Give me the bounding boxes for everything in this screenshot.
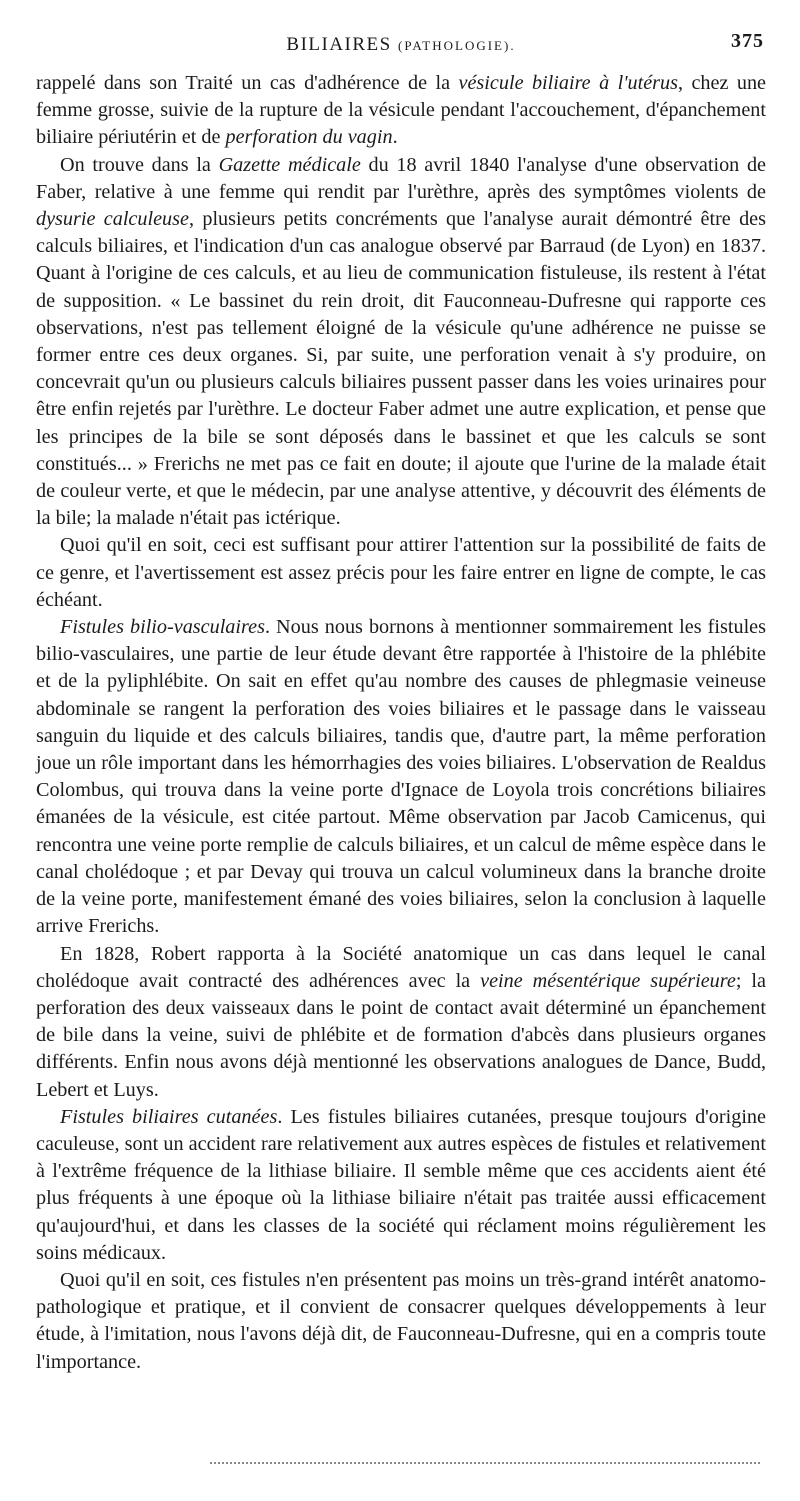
text-segment: . Nous nous bornons à mentionner sommairement les fistules bilio-vasculaires, une partie de leur étude devant être rapportée à l'histoire de la phlébite et de la pyliphlébite. On sait en effet qu'au nombre des causes de phlegmasie veineuse abdominale se rangent la perforation des voies biliaires et le passage dans le vaisseau sanguin du liquide et des calculs biliaires, tandis que, d'autre part, la même perforation joue un rôle important dans les hémorrhagies des voies biliaires. L'observation de Realdus Colombus, qui trouva dans la veine porte d'Ignace de Loyola trois concrétions biliaires émanées de la vésicule, est citée partout. Même observation par Jacob Camicenus, qui rencontra une veine porte remplie de calculs biliaires, et un calcul de même espèce dans le canal cholédoque ; et par Devay qui trouva un calcul volumineux dans la branche droite de la veine porte, manifestement émané des voies biliaires, selon la conclusion à laquelle arrive Frerichs. xyxy=(36,616,766,938)
text-segment: rappelé dans son Traité un cas d'adhérence de la xyxy=(36,72,459,94)
paragraph-p2 xyxy=(36,152,766,533)
italic-segment: dysurie calculeuse xyxy=(36,208,189,231)
running-head xyxy=(36,28,766,70)
text-segment: On trouve dans la xyxy=(60,153,219,176)
italic-segment: veine mésentérique supérieure xyxy=(480,969,736,992)
text-segment: Quoi qu'il en soit, ceci est suffisant pour attirer l'attention sur la possibilité de faits de ce genre, et l'avertissement est assez précis pour les faire entrer en ligne de compte, le cas échéant. xyxy=(36,534,766,611)
text-segment: . xyxy=(392,126,398,149)
text-segment: ; la perforation des deux vaisseaux dans le point de contact avait déterminé un épanchement de bile dans la veine, suivi de phlébite et de formation d'abcès dans plusieurs organes différents. Enfin nous avons déjà mentionné les observations analogues de Dance, Budd, Lebert et Luys. xyxy=(36,969,766,1101)
paragraph-p1 xyxy=(36,70,766,152)
paragraph-p5 xyxy=(36,941,766,1104)
text-segment: . Les fistules biliaires cutanées, presque toujours d'origine caculeuse, sont un accident rare relativement aux autres espèces de fistules et relativement à l'extrême fréquence de la lithiase biliaire. Il semble même que ces accidents aient été plus fréquents à une époque où la lithiase biliaire n'était pas traitée aussi efficacement qu'aujourd'hui, et dans les classes de la société qui réclament moins régulièrement les soins médicaux. xyxy=(36,1105,766,1264)
italic-segment: Fistules bilio-vasculaires xyxy=(60,616,265,639)
italic-segment: vésicule biliaire à l'utérus xyxy=(458,72,678,94)
italic-segment: Gazette médicale xyxy=(218,153,361,176)
paragraph-p4 xyxy=(36,614,766,940)
italic-segment: perforation du vagin xyxy=(225,126,393,149)
paragraph-p3 xyxy=(36,532,766,614)
running-title xyxy=(36,34,766,56)
text-segment: du 18 avril 1840 l'analyse d'une observation de Faber, relative à une femme qui rendit par l'urèthre, après des symptômes violents de xyxy=(36,153,766,203)
text-segment: En 1828, Robert rapporta à la Société anatomique un cas dans lequel le canal cholédoque avait contracté des adhérences avec la xyxy=(36,942,766,992)
body-text xyxy=(36,70,766,1376)
italic-segment: Fistules biliaires cutanées xyxy=(60,1105,278,1128)
page-number: 375 xyxy=(731,30,764,52)
text-segment: , plusieurs petits concréments que l'analyse aurait démontré être des calculs biliaires, et l'indication d'un cas analogue observé par Barraud (de Lyon) en 1837. Quant à l'origine de ces calculs, et au lieu de communication fistuleuse, ils restent à l'état de supposition. « Le bassinet du rein droit, dit Fauconneau-Dufresne qui rapporte ces observations, n'est pas tellement éloigné de la vésicule qu'une adhérence ne puisse se former entre ces deux organes. Si, par suite, une perforation venait à s'y produire, on concevrait qu'un ou plusieurs calculs biliaires pussent passer dans les voies urinaires pour être enfin rejetés par l'urèthre. Le docteur Faber admet une autre explication, et pense que les principes de la bile se sont déposés dans le bassinet et que les calculs se sont constitués... » Frerichs ne met pas ce fait en doute; il ajoute que l'urine de la malade était de couleur verte, et que le médecin, par une analyse attentive, y découvrit des éléments de la bile; la malade n'était pas ictérique. xyxy=(36,208,767,530)
running-title-subtitle: (PATHOLOGIE). xyxy=(397,38,516,53)
paragraph-p6 xyxy=(36,1104,766,1267)
text-segment: Quoi qu'il en soit, ces fistules n'en présentent pas moins un très-grand intérêt anatomo-pathologique et pratique, et il convient de consacrer quelques développements à leur étude, à l'imitation, nous l'avons déjà dit, de Fauconneau-Dufresne, qui en a compris toute l'importance. xyxy=(36,1268,766,1373)
text-segment: , chez une femme grosse, suivie de la rupture de la vésicule pendant l'accouchement, d'épanchement biliaire périutérin et de xyxy=(36,72,767,149)
paragraph-p7 xyxy=(36,1267,766,1376)
running-title-main: BILIAIRES xyxy=(286,34,392,55)
footer-rule xyxy=(210,1462,760,1464)
